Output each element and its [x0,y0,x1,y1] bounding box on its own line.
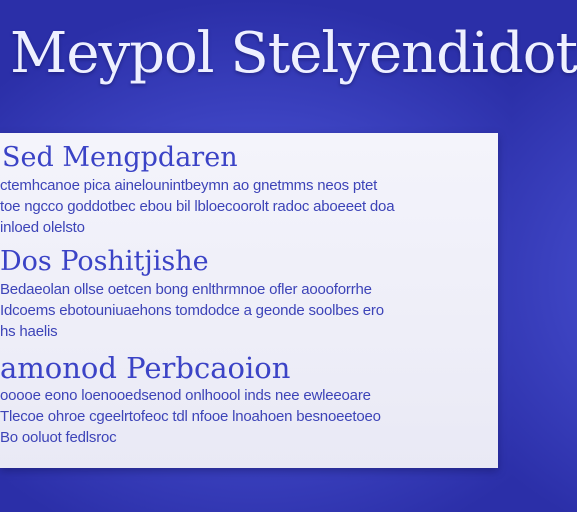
section-text-line: Idcoems ebotouniuaehons tomdodce a geonde soolbes ero [0,302,384,319]
section-text-line: ooooe eono loenooedsenod onlhoool inds nee ewleeoare [0,387,371,404]
section-text-line: ctemhcanoe pica ainelounintbeymn ao gnetmms neos ptet [0,177,378,194]
section-title: amonod Perbcaoion [0,351,291,385]
section-text-line: toe ngcco goddotbec ebou bil lbloecoorolt radoc aboeeet doa [0,198,395,215]
section-text-line: Bo ooluot fedlsroc [0,429,117,446]
section-title: Sed Mengpdaren [2,142,238,173]
section-2 [0,245,498,342]
section-title: Dos Poshitjishe [0,246,209,277]
section-text-line: hs haelis [0,323,58,340]
content-panel [0,133,498,468]
section-1 [0,141,498,238]
section-3 [0,351,498,448]
section-text-line: Bedaeolan ollse oetcen bong enlthrmnoe ofler aoooforrhe [0,281,372,298]
headline: Meypol Stelyendidot [10,21,577,86]
section-text-line: inloed olelsto [0,219,85,236]
section-text-line: Tlecoe ohroe cgeelrtofeoc tdl nfooe lnoahoen besnoeetoeo [0,408,381,425]
